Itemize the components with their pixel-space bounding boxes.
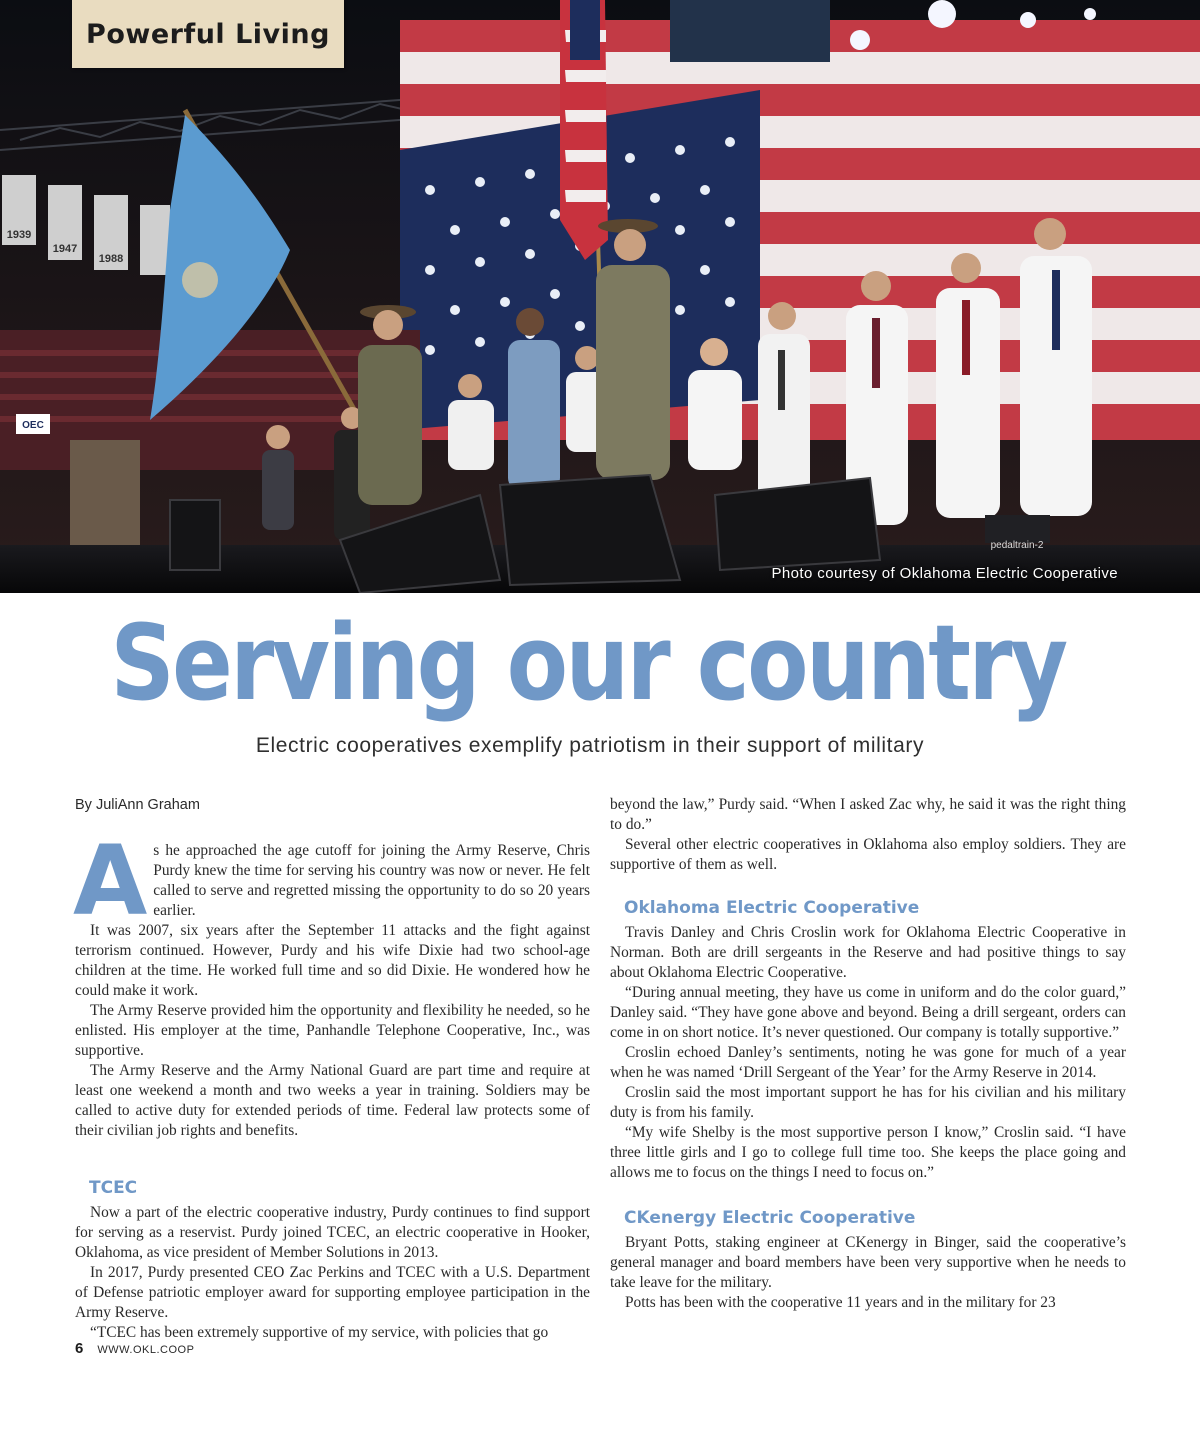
page-footer	[75, 1340, 194, 1357]
pedal-board-label: pedaltrain-2	[990, 540, 1044, 551]
section-heading-tcec: TCEC	[89, 1178, 138, 1198]
body-paragraph: The Army Reserve and the Army National Guard are part time and require at least one weekend a month and two weeks a year in training. Soldiers may be called to active duty for extended periods of time. Federal law protects some of their civilian job rights and benefits.	[75, 1062, 590, 1139]
body-paragraph: Croslin said the most important support he has for his civilian and his military duty is from his family.	[610, 1084, 1126, 1121]
body-paragraph: “TCEC has been extremely supportive of my service, with policies that go	[90, 1324, 549, 1341]
body-paragraph: It was 2007, six years after the September 11 attacks and the fight against terrorism continued. However, Purdy and his wife Dixie had two school-age children at the time. He worked full time and so did Dixie. He wondered how he could make it work.	[75, 922, 590, 999]
byline: By JuliAnn Graham	[75, 797, 200, 813]
body-paragraph: The Army Reserve provided him the opportunity and flexibility he needed, so he enlisted. His employer at the time, Panhandle Telephone Cooperative, Inc., was supportive.	[75, 1002, 590, 1059]
body-paragraph: “My wife Shelby is the most supportive person I know,” Croslin said. “I have three little girls and I go to college full time too. She keeps the place going and allows me to focus on the things I need to focus on.”	[610, 1124, 1126, 1181]
banner-year-3: 1988	[98, 253, 124, 265]
article-headline: Serving our country	[110, 602, 1066, 724]
section-heading-oec: Oklahoma Electric Cooperative	[624, 898, 920, 918]
banner-year-1: 1939	[6, 229, 32, 241]
body-paragraph: Potts has been with the cooperative 11 years and in the military for 23	[625, 1294, 1056, 1311]
video-screen	[670, 0, 830, 62]
left-column	[75, 795, 590, 1343]
body-paragraph: Now a part of the electric cooperative industry, Purdy continues to find support for serving as a reservist. Purdy joined TCEC, an electric cooperative in Hooker, Oklahoma, as vice president of Member Solutions in 2013.	[75, 1204, 590, 1261]
banner-year-2: 1947	[52, 243, 78, 255]
podium-sign-text: OEC	[22, 420, 44, 431]
continued-paragraph: beyond the law,” Purdy said. “When I asked Zac why, he said it was the right thing to do.”	[610, 796, 1126, 833]
body-paragraph: Several other electric cooperatives in Oklahoma also employ soldiers. They are supportive of them as well.	[610, 836, 1126, 873]
article-subheadline: Electric cooperatives exemplify patriotism in their support of military	[255, 734, 925, 757]
body-paragraph: “During annual meeting, they have us come in uniform and do the color guard,” Danley said. “They have gone above and beyond. Being a drill sergeant, orders can come in on short notice. It’s never questioned. Our company is totally supportive.”	[610, 984, 1126, 1041]
body-paragraph: Croslin echoed Danley’s sentiments, noting he was gone for much of a year when he was named ‘Drill Sergeant of the Year’ for the Army Reserve in 2014.	[610, 1044, 1126, 1081]
body-paragraph: Bryant Potts, staking engineer at CKenergy in Binger, said the cooperative’s general manager and board members have been very supportive when he needs to take leave for the military.	[610, 1234, 1126, 1291]
website-link[interactable]: WWW.OKL.COOP	[97, 1344, 195, 1356]
hero-photo-illustration	[0, 0, 1200, 593]
pedal-board	[985, 515, 1050, 543]
page-number: 6	[75, 1340, 84, 1357]
right-column	[610, 795, 1126, 1313]
drop-cap: A	[73, 825, 148, 937]
american-flag-carried-icon	[560, 0, 608, 260]
hero-photo	[0, 0, 1200, 593]
photo-credit: Photo courtesy of Oklahoma Electric Cooperative	[771, 565, 1118, 582]
section-heading-ckenergy: CKenergy Electric Cooperative	[624, 1208, 916, 1228]
body-paragraph: In 2017, Purdy presented CEO Zac Perkins and TCEC with a U.S. Department of Defense patriotic employer award for supporting employee participation in the Army Reserve.	[75, 1264, 590, 1321]
lead-paragraph: s he approached the age cutoff for joining the Army Reserve, Chris Purdy knew the time for serving his country was now or never. He felt called to serve and regretted missing the opportunity to do so 20 years earlier.	[153, 842, 590, 919]
body-paragraph: Travis Danley and Chris Croslin work for Oklahoma Electric Cooperative in Norman. Both are drill sergeants in the Reserve and had positive things to say about Oklahoma Electric Cooperative.	[610, 924, 1126, 981]
section-tag: Powerful Living	[72, 0, 344, 68]
